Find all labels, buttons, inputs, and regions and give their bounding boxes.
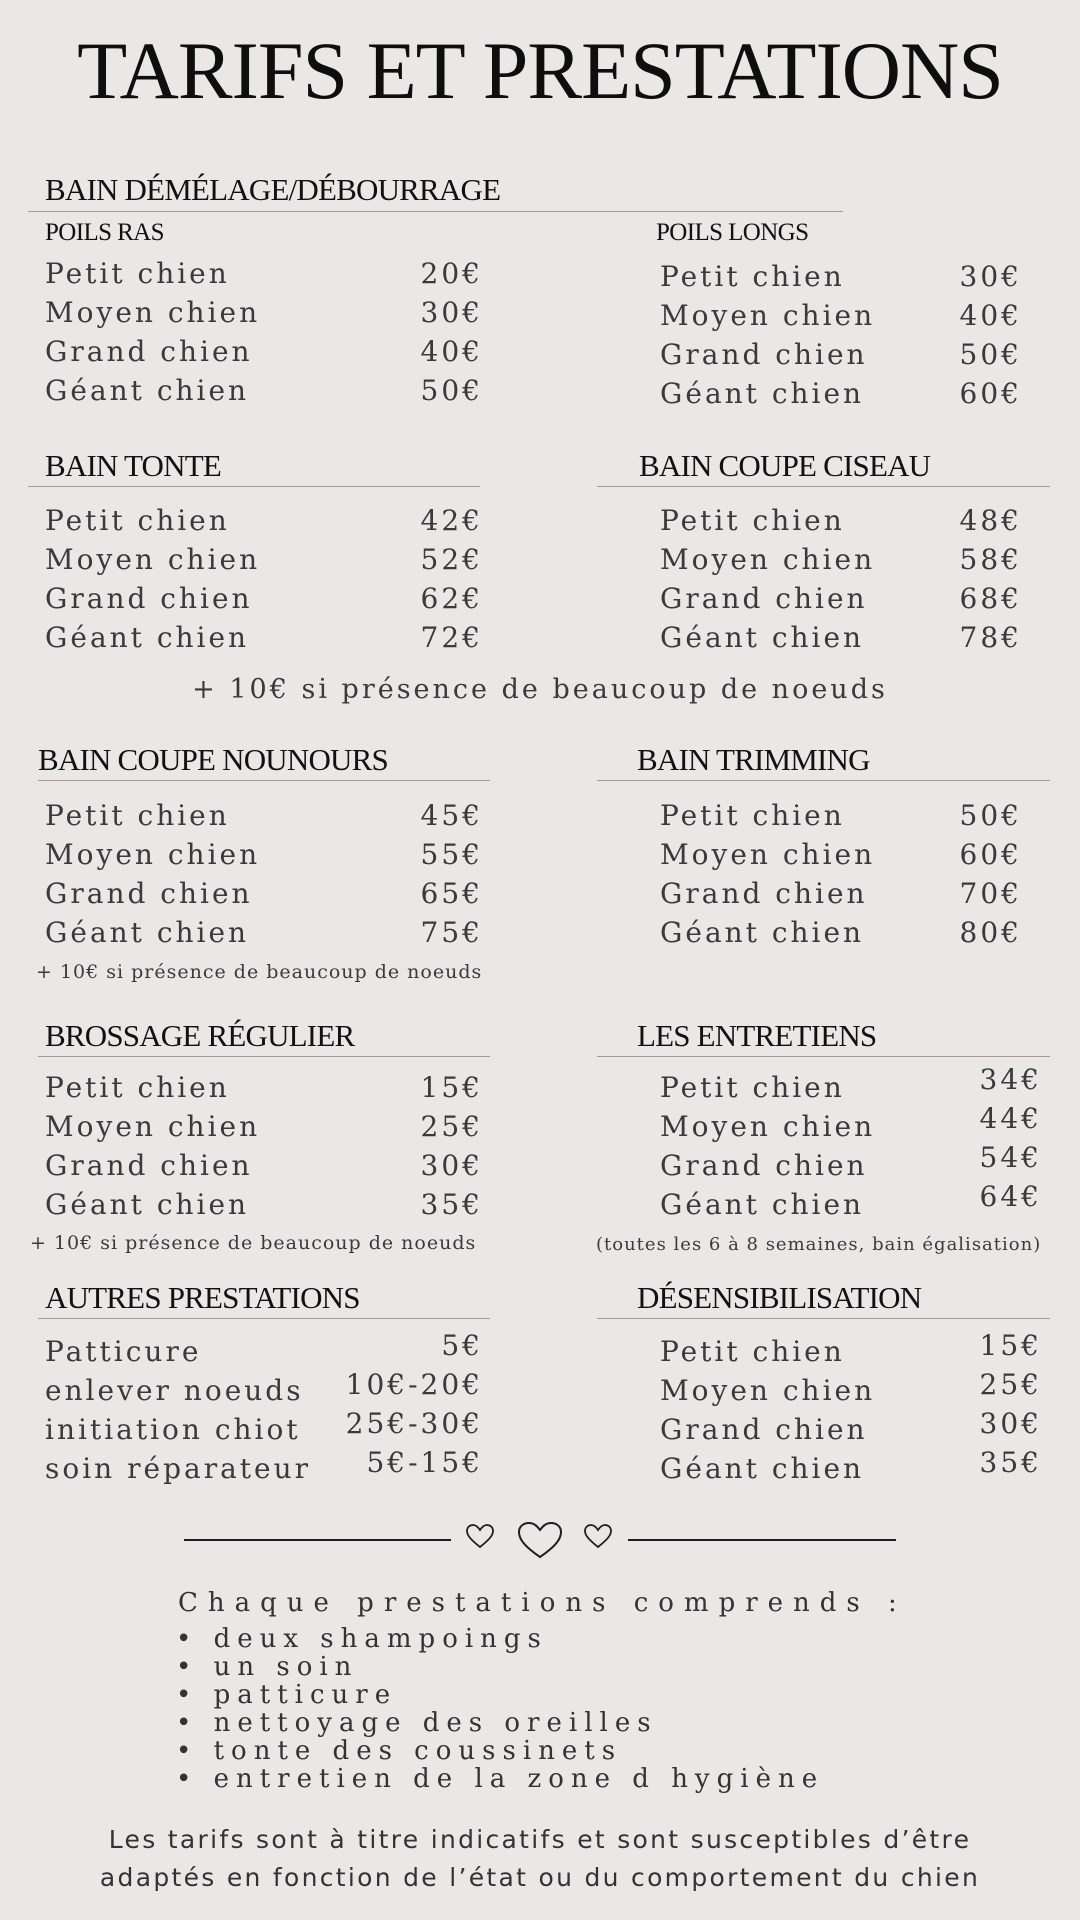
price-label: Moyen chien — [660, 299, 876, 332]
price-value: 40€ — [959, 299, 1022, 332]
price-label: Géant chien — [45, 1188, 250, 1221]
list-item: • nettoyage des oreilles — [176, 1708, 658, 1738]
price-value: 25€ — [979, 1368, 1042, 1401]
section-title-nounours: BAIN COUPE NOUNOURS — [38, 742, 388, 777]
price-value: 68€ — [959, 582, 1022, 615]
price-list-ciseau — [660, 504, 1022, 660]
price-label: initiation chiot — [45, 1413, 301, 1446]
price-row — [660, 877, 1022, 916]
price-label: Petit chien — [45, 504, 230, 537]
price-value: 80€ — [959, 916, 1022, 949]
knots-surcharge-note: + 10€ si présence de beaucoup de noeuds — [30, 1232, 477, 1254]
list-item: • tonte des coussinets — [176, 1736, 623, 1766]
price-value: 78€ — [959, 621, 1022, 654]
price-value: 50€ — [959, 799, 1022, 832]
price-value: 65€ — [420, 877, 483, 910]
price-label: Moyen chien — [45, 1110, 261, 1143]
price-row — [45, 1188, 483, 1227]
price-row — [45, 1446, 483, 1491]
section-rule — [597, 486, 1050, 487]
price-row — [45, 257, 483, 296]
price-label: Petit chien — [45, 1071, 230, 1104]
price-value: 40€ — [420, 335, 483, 368]
price-label: Géant chien — [45, 374, 250, 407]
price-label: Géant chien — [660, 377, 865, 410]
price-row — [660, 543, 1022, 582]
section-rule — [597, 780, 1050, 781]
section-rule — [38, 1056, 490, 1057]
subsection-title-poils-ras: POILS RAS — [45, 219, 164, 246]
list-item: • entretien de la zone d hygiène — [176, 1764, 825, 1794]
price-label: Petit chien — [660, 1335, 845, 1368]
price-row — [660, 504, 1022, 543]
price-row — [660, 621, 1022, 660]
disclaimer — [0, 1821, 1080, 1897]
price-value: 60€ — [959, 377, 1022, 410]
price-row — [45, 374, 483, 413]
price-value: 10€-20€ — [345, 1368, 483, 1401]
included-heading: Chaque prestations comprends : — [178, 1588, 907, 1618]
section-rule — [38, 1318, 490, 1319]
section-title-ciseau: BAIN COUPE CISEAU — [639, 448, 931, 483]
price-value: 55€ — [420, 838, 483, 871]
price-list-entretiens — [660, 1063, 1042, 1227]
section-rule — [28, 211, 843, 212]
price-row — [660, 582, 1022, 621]
price-value: 44€ — [979, 1102, 1042, 1135]
page-title: TARIFS ET PRESTATIONS — [77, 25, 1003, 116]
price-value: 54€ — [979, 1141, 1042, 1174]
price-label: Grand chien — [45, 582, 253, 615]
price-label: Grand chien — [660, 338, 868, 371]
price-label: Géant chien — [660, 1452, 865, 1485]
list-item: • deux shampoings — [176, 1624, 548, 1654]
price-value: 5€-15€ — [366, 1446, 483, 1479]
price-value: 20€ — [420, 257, 483, 290]
price-label: Géant chien — [660, 916, 865, 949]
price-value: 58€ — [959, 543, 1022, 576]
price-row — [660, 377, 1022, 416]
knots-surcharge-note: + 10€ si présence de beaucoup de noeuds — [36, 961, 483, 983]
price-value: 52€ — [420, 543, 483, 576]
price-row — [660, 1180, 1042, 1227]
price-label: Moyen chien — [660, 1110, 876, 1143]
price-list-desensibilisation — [660, 1329, 1042, 1491]
price-row — [45, 582, 483, 621]
price-label: Grand chien — [45, 877, 253, 910]
price-value: 64€ — [979, 1180, 1042, 1213]
price-value: 5€ — [441, 1329, 483, 1362]
price-label: Grand chien — [660, 582, 868, 615]
price-value: 30€ — [420, 296, 483, 329]
price-value: 48€ — [959, 504, 1022, 537]
price-list-autres — [45, 1329, 483, 1491]
price-row — [660, 338, 1022, 377]
price-label: Grand chien — [45, 335, 253, 368]
section-rule — [38, 780, 490, 781]
divider-line-right — [628, 1539, 896, 1541]
divider-line-left — [184, 1539, 451, 1541]
price-list-tonte — [45, 504, 483, 660]
disclaimer-line: Les tarifs sont à titre indicatifs et sont susceptibles d’être — [108, 1825, 972, 1854]
price-row — [45, 799, 483, 838]
price-row — [45, 621, 483, 660]
included-list — [176, 1625, 824, 1793]
list-item: • patticure — [176, 1680, 398, 1710]
price-value: 72€ — [420, 621, 483, 654]
price-value: 15€ — [979, 1329, 1042, 1362]
price-list-trimming — [660, 799, 1022, 955]
price-list-brossage — [45, 1071, 483, 1227]
section-title-tonte: BAIN TONTE — [45, 448, 221, 483]
price-row — [45, 504, 483, 543]
price-label: Patticure — [45, 1335, 202, 1368]
price-label: soin réparateur — [45, 1452, 312, 1485]
price-label: Grand chien — [660, 877, 868, 910]
price-row — [45, 838, 483, 877]
section-title-autres: AUTRES PRESTATIONS — [45, 1280, 360, 1315]
list-item: • un soin — [176, 1652, 359, 1682]
section-rule — [28, 486, 480, 487]
subsection-title-poils-longs: POILS LONGS — [656, 219, 809, 246]
price-label: Moyen chien — [660, 838, 876, 871]
price-value: 70€ — [959, 877, 1022, 910]
price-label: Grand chien — [45, 1149, 253, 1182]
price-list-nounours — [45, 799, 483, 955]
price-row — [45, 1071, 483, 1110]
price-value: 62€ — [420, 582, 483, 615]
price-value: 30€ — [420, 1149, 483, 1182]
heart-icon — [465, 1522, 495, 1550]
price-row — [660, 916, 1022, 955]
section-title-brossage: BROSSAGE RÉGULIER — [45, 1018, 355, 1053]
section-rule — [597, 1056, 1050, 1057]
price-label: Petit chien — [45, 257, 230, 290]
price-label: Petit chien — [660, 260, 845, 293]
price-label: enlever noeuds — [45, 1374, 304, 1407]
price-row — [660, 838, 1022, 877]
price-label: Moyen chien — [660, 543, 876, 576]
price-row — [45, 916, 483, 955]
price-row — [660, 1446, 1042, 1491]
price-value: 35€ — [979, 1446, 1042, 1479]
price-label: Géant chien — [660, 621, 865, 654]
price-row — [45, 296, 483, 335]
price-value: 30€ — [979, 1407, 1042, 1440]
price-value: 45€ — [420, 799, 483, 832]
price-value: 75€ — [420, 916, 483, 949]
price-label: Géant chien — [45, 916, 250, 949]
price-value: 34€ — [979, 1063, 1042, 1096]
price-label: Petit chien — [660, 799, 845, 832]
price-value: 25€-30€ — [345, 1407, 483, 1440]
section-rule — [597, 1318, 1050, 1319]
price-label: Grand chien — [660, 1413, 868, 1446]
heart-icon — [516, 1520, 564, 1560]
price-label: Géant chien — [660, 1188, 865, 1221]
section-title-desensibilisation: DÉSENSIBILISATION — [637, 1280, 922, 1315]
price-value: 50€ — [959, 338, 1022, 371]
price-value: 42€ — [420, 504, 483, 537]
section-title-trimming: BAIN TRIMMING — [637, 742, 870, 777]
price-value: 50€ — [420, 374, 483, 407]
price-label: Moyen chien — [45, 296, 261, 329]
price-label: Moyen chien — [45, 543, 261, 576]
price-value: 15€ — [420, 1071, 483, 1104]
price-row — [660, 799, 1022, 838]
price-label: Moyen chien — [660, 1374, 876, 1407]
price-row — [660, 299, 1022, 338]
price-row — [660, 260, 1022, 299]
price-value: 35€ — [420, 1188, 483, 1221]
section-title-demelage: BAIN DÉMÉLAGE/DÉBOURRAGE — [45, 172, 501, 207]
heart-icon — [583, 1522, 613, 1550]
entretiens-frequency-note: (toutes les 6 à 8 semaines, bain égalisation) — [596, 1234, 1042, 1255]
section-title-entretiens: LES ENTRETIENS — [637, 1018, 877, 1053]
disclaimer-line: adaptés en fonction de l’état ou du comportement du chien — [99, 1863, 981, 1892]
price-row — [45, 335, 483, 374]
price-label: Grand chien — [660, 1149, 868, 1182]
price-list-poils-ras — [45, 257, 483, 413]
price-value: 60€ — [959, 838, 1022, 871]
price-label: Petit chien — [45, 799, 230, 832]
price-label: Petit chien — [660, 1071, 845, 1104]
price-row — [45, 543, 483, 582]
price-label: Moyen chien — [45, 838, 261, 871]
price-row — [45, 1149, 483, 1188]
price-value: 25€ — [420, 1110, 483, 1143]
price-label: Géant chien — [45, 621, 250, 654]
price-row — [45, 877, 483, 916]
price-list-poils-longs — [660, 260, 1022, 416]
price-value: 30€ — [959, 260, 1022, 293]
knots-surcharge-note: + 10€ si présence de beaucoup de noeuds — [192, 674, 888, 705]
price-label: Petit chien — [660, 504, 845, 537]
price-row — [45, 1110, 483, 1149]
